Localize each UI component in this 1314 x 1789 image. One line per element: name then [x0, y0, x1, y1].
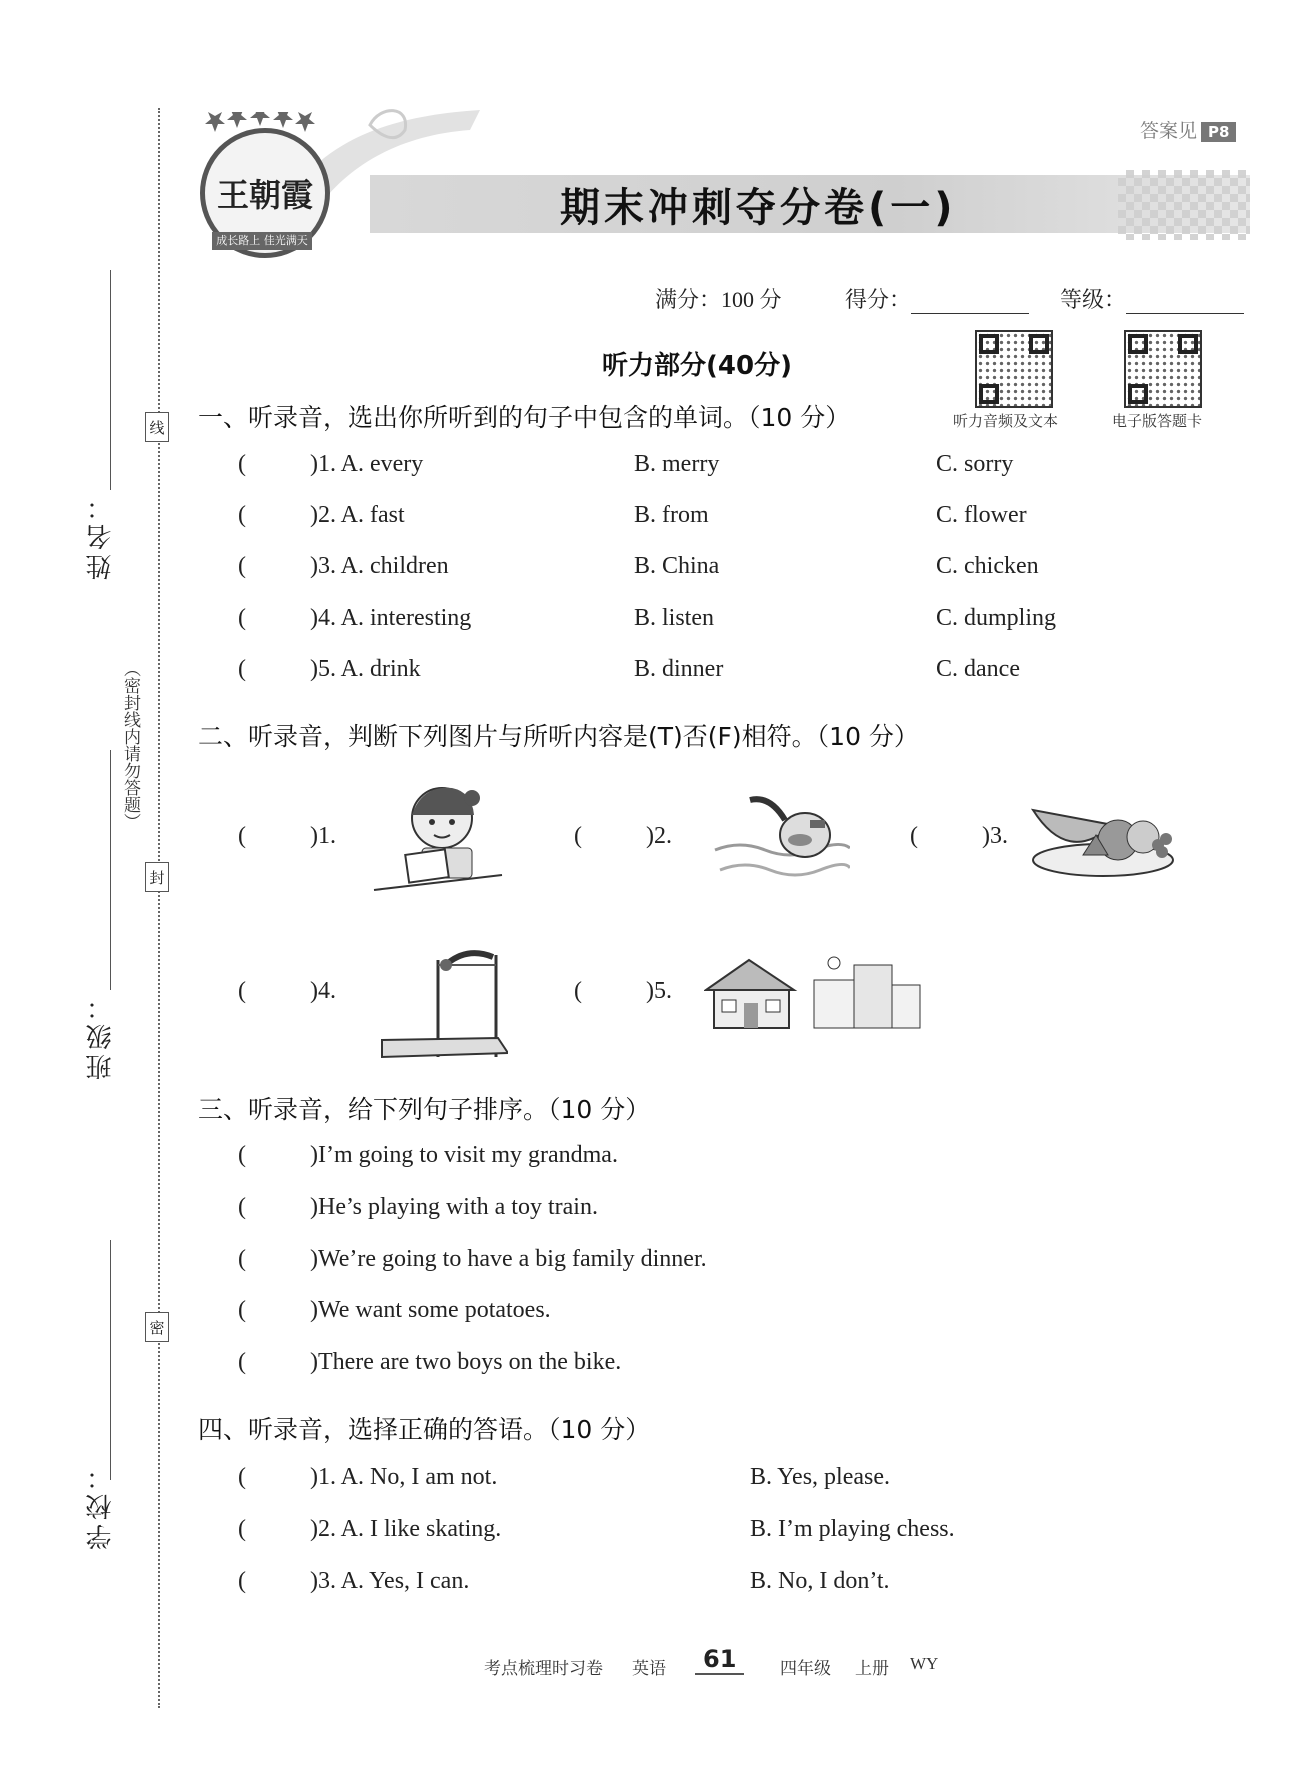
- name-blank[interactable]: [110, 270, 111, 490]
- q3-sentence: )We’re going to have a big family dinner.: [310, 1246, 707, 1272]
- footer-subject: 英语: [632, 1659, 666, 1678]
- school-label: 学校：: [86, 1460, 116, 1550]
- answer-paren[interactable]: (: [238, 1568, 246, 1594]
- q1-option-a: )1. A. every: [310, 451, 424, 477]
- seal-mark-seal: 封: [145, 862, 169, 892]
- score-label: 得分：: [845, 288, 912, 313]
- answer-paren[interactable]: (: [238, 553, 246, 579]
- q2-item-number: )1.: [310, 823, 336, 849]
- footer-series: 考点梳理时习卷: [484, 1659, 603, 1678]
- answer-reference: [1140, 116, 1236, 143]
- brand-slogan: 成长路上 佳光满天: [212, 232, 312, 250]
- grade-field: [1060, 283, 1244, 314]
- footer-edition: WY: [910, 1654, 939, 1673]
- q4-option-b: B. I’m playing chess.: [750, 1516, 955, 1542]
- q4-heading: 四、听录音，选择正确的答语。（10 分）: [198, 1415, 651, 1444]
- q3-heading: 三、听录音，给下列句子排序。（10 分）: [198, 1095, 651, 1124]
- footer-volume: 上册: [855, 1659, 889, 1678]
- answer-paren[interactable]: (: [238, 502, 246, 528]
- q1-option-c: C. flower: [936, 502, 1027, 528]
- answer-paren[interactable]: (: [238, 1349, 246, 1375]
- answer-paren[interactable]: (: [238, 978, 246, 1004]
- fruit-plate-picture: [1028, 795, 1178, 880]
- answer-paren[interactable]: (: [238, 1246, 246, 1272]
- page-title: 期末冲刺夺分卷(一): [560, 185, 957, 231]
- q4-option-a: )1. A. No, I am not.: [310, 1464, 498, 1490]
- answer-paren[interactable]: (: [574, 823, 582, 849]
- q1-option-a: )2. A. fast: [310, 502, 405, 528]
- page-number: 61: [695, 1645, 744, 1675]
- q1-option-b: B. from: [634, 502, 709, 528]
- q2-item-number: )2.: [646, 823, 672, 849]
- q1-option-b: B. listen: [634, 605, 715, 631]
- answer-paren[interactable]: (: [238, 1194, 246, 1220]
- answer-paren[interactable]: (: [910, 823, 918, 849]
- q1-option-a: )3. A. children: [310, 553, 449, 579]
- listening-section-title: 听力部分(40分): [602, 351, 792, 381]
- q2-item-number: )3.: [982, 823, 1008, 849]
- q4-option-b: B. No, I don’t.: [750, 1568, 890, 1594]
- high-jump-picture: [378, 945, 508, 1065]
- q1-option-a: )5. A. drink: [310, 656, 421, 682]
- q4-option-a: )3. A. Yes, I can.: [310, 1568, 470, 1594]
- school-blank[interactable]: [110, 1240, 111, 1480]
- answer-paren[interactable]: (: [238, 1297, 246, 1323]
- answer-ref-label: 答案见: [1140, 120, 1198, 142]
- full-score: 满分：100 分: [655, 287, 782, 312]
- grade-label: 等级：: [1060, 288, 1127, 313]
- q3-sentence: )There are two boys on the bike.: [310, 1349, 622, 1375]
- q1-option-c: C. dance: [936, 656, 1020, 682]
- answer-paren[interactable]: (: [238, 605, 246, 631]
- score-blank[interactable]: [911, 289, 1029, 314]
- q1-option-c: C. chicken: [936, 553, 1039, 579]
- qr-code-answer-card[interactable]: [1124, 330, 1202, 408]
- girl-reading-picture: [372, 780, 507, 895]
- qr-caption-answer-card: 电子版答题卡: [1112, 414, 1203, 430]
- q1-option-b: B. merry: [634, 451, 720, 477]
- q1-option-a: )4. A. interesting: [310, 605, 472, 631]
- house-and-buildings-picture: [704, 955, 924, 1030]
- answer-paren[interactable]: (: [238, 451, 246, 477]
- q3-sentence: )I’m going to visit my grandma.: [310, 1142, 618, 1168]
- q1-option-c: C. sorry: [936, 451, 1014, 477]
- q1-option-b: B. China: [634, 553, 720, 579]
- grade-blank[interactable]: [1126, 289, 1244, 314]
- q4-option-a: )2. A. I like skating.: [310, 1516, 502, 1542]
- answer-paren[interactable]: (: [238, 1516, 246, 1542]
- q4-option-b: B. Yes, please.: [750, 1464, 891, 1490]
- q3-sentence: )We want some potatoes.: [310, 1297, 551, 1323]
- q3-sentence: )He’s playing with a toy train.: [310, 1194, 598, 1220]
- swimmer-picture: [710, 780, 850, 890]
- q2-heading: 二、听录音，判断下列图片与所听内容是(T)否(F)相符。（10 分）: [198, 722, 919, 751]
- answer-paren[interactable]: (: [238, 1142, 246, 1168]
- banner-checker-pattern: [1118, 170, 1250, 240]
- footer-grade: 四年级: [780, 1659, 831, 1678]
- binding-line: [158, 108, 160, 1708]
- qr-caption-audio: 听力音频及文本: [953, 414, 1059, 430]
- name-label: 姓名：: [86, 490, 116, 580]
- answer-paren[interactable]: (: [574, 978, 582, 1004]
- q1-heading: 一、听录音，选出你所听到的句子中包含的单词。（10 分）: [198, 403, 851, 432]
- class-blank[interactable]: [110, 750, 111, 990]
- answer-paren[interactable]: (: [238, 656, 246, 682]
- score-field: [845, 283, 1029, 314]
- qr-code-audio[interactable]: [975, 330, 1053, 408]
- answer-paren[interactable]: (: [238, 1464, 246, 1490]
- q2-item-number: )4.: [310, 978, 336, 1004]
- class-label: 班级：: [86, 990, 116, 1080]
- answer-paren[interactable]: (: [238, 823, 246, 849]
- seal-mark-secret: 密: [145, 1312, 169, 1342]
- seal-mark-line: 线: [145, 412, 169, 442]
- q2-item-number: )5.: [646, 978, 672, 1004]
- seal-notice: （密封线内请勿答题）: [120, 660, 140, 830]
- q1-option-b: B. dinner: [634, 656, 724, 682]
- brand-name: 王朝霞: [216, 176, 313, 214]
- answer-page-tag: P8: [1201, 122, 1236, 142]
- q1-option-c: C. dumpling: [936, 605, 1057, 631]
